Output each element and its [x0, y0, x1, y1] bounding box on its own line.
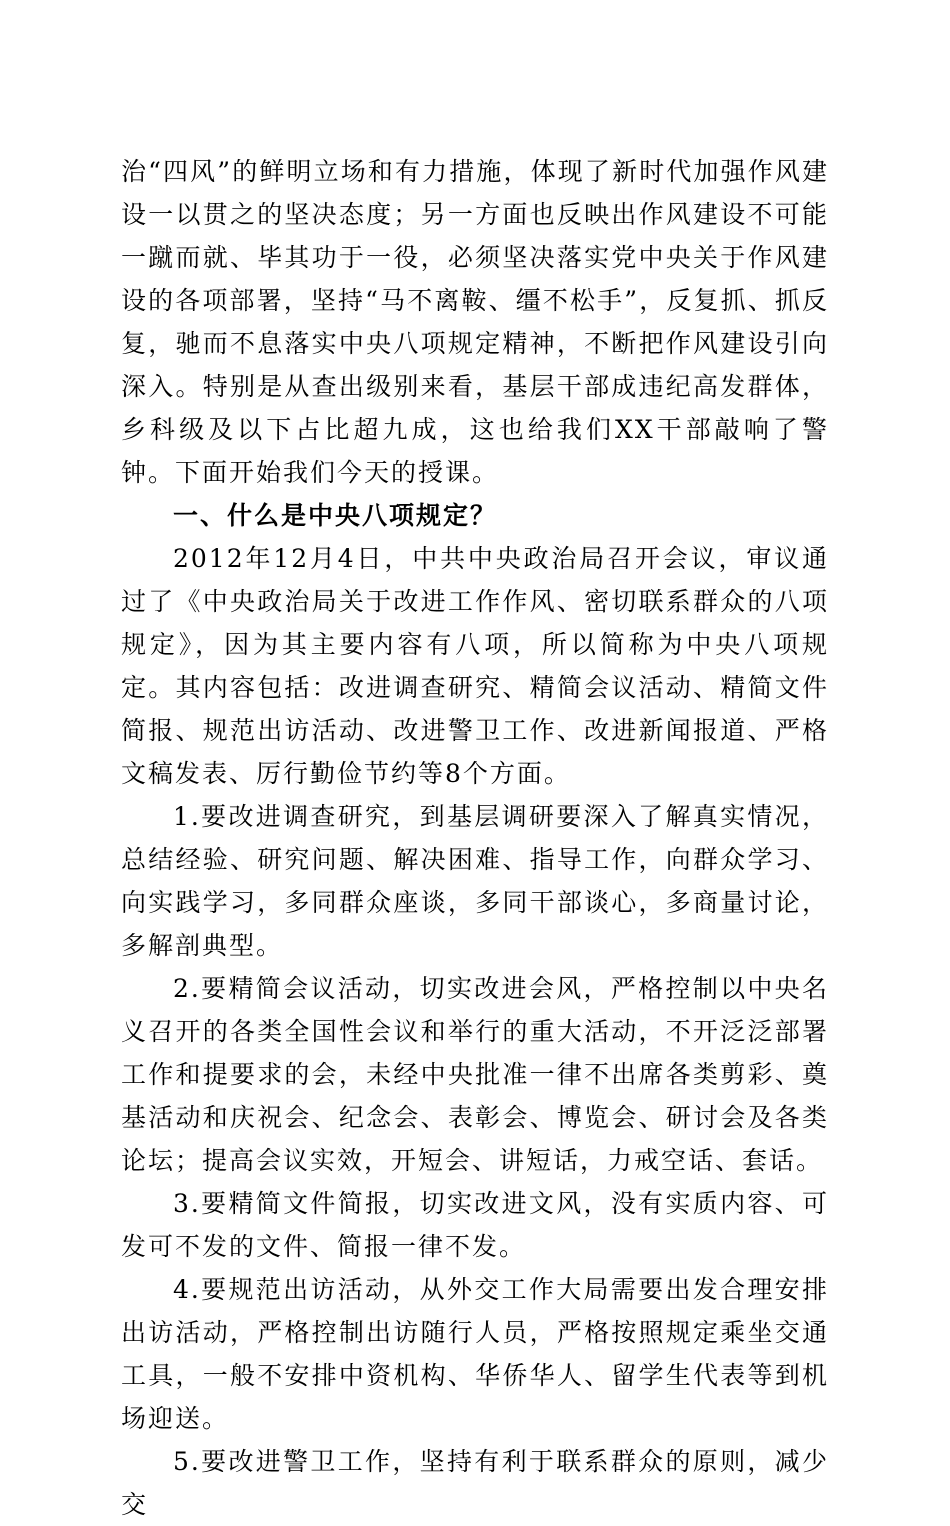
list-item-4: 4.要规范出访活动，从外交工作大局需要出发合理安排出访活动，严格控制出访随行人员，严格按照规定乘坐交通工具，一般不安排中资机构、华侨华人、留学生代表等到机场迎送。 — [121, 1275, 829, 1433]
list-item-1: 1.要改进调查研究，到基层调研要深入了解真实情况，总结经验、研究问题、解决困难、指导工作，向群众学习、向实践学习，多同群众座谈，多同干部谈心，多商量讨论，多解剖典型。 — [121, 802, 829, 960]
list-item-2: 2.要精简会议活动，切实改进会风，严格控制以中央名义召开的各类全国性会议和举行的重大活动，不开泛泛部署工作和提要求的会，未经中央批准一律不出席各类剪彩、奠基活动和庆祝会、纪念会、表彰会、博览会、研讨会及各类论坛；提高会议实效，开短会、讲短话，力戒空话、套话。 — [121, 974, 829, 1175]
section-heading-1: 一、什么是中央八项规定？ — [173, 501, 498, 530]
list-item-3: 3.要精简文件简报，切实改进文风，没有实质内容、可发可不发的文件、简报一律不发。 — [121, 1189, 829, 1261]
paragraph-definition: 2012年12月4日，中共中央政治局召开会议，审议通过了《中央政治局关于改进工作作风、密切联系群众的八项规定》，因为其主要内容有八项，所以简称为中央八项规定。其内容包括：改进调查研究、精简会议活动、精简文件简报、规范出访活动、改进警卫工作、改进新闻报道、严格文稿发表、厉行勤俭节约等8个方面。 — [121, 544, 829, 788]
document-body — [121, 150, 829, 1526]
list-item-5: 5.要改进警卫工作，坚持有利于联系群众的原则，减少交 — [121, 1447, 829, 1519]
paragraph-intro-continued: 治“四风”的鲜明立场和有力措施，体现了新时代加强作风建设一以贯之的坚决态度；另一方面也反映出作风建设不可能一蹴而就、毕其功于一役，必须坚决落实党中央关于作风建设的各项部署，坚持“马不离鞍、缰不松手”，反复抓、抓反复，驰而不息落实中央八项规定精神，不断把作风建设引向深入。特别是从查出级别来看，基层干部成违纪高发群体，乡科级及以下占比超九成，这也给我们XX干部敲响了警钟。下面开始我们今天的授课。 — [121, 157, 829, 487]
